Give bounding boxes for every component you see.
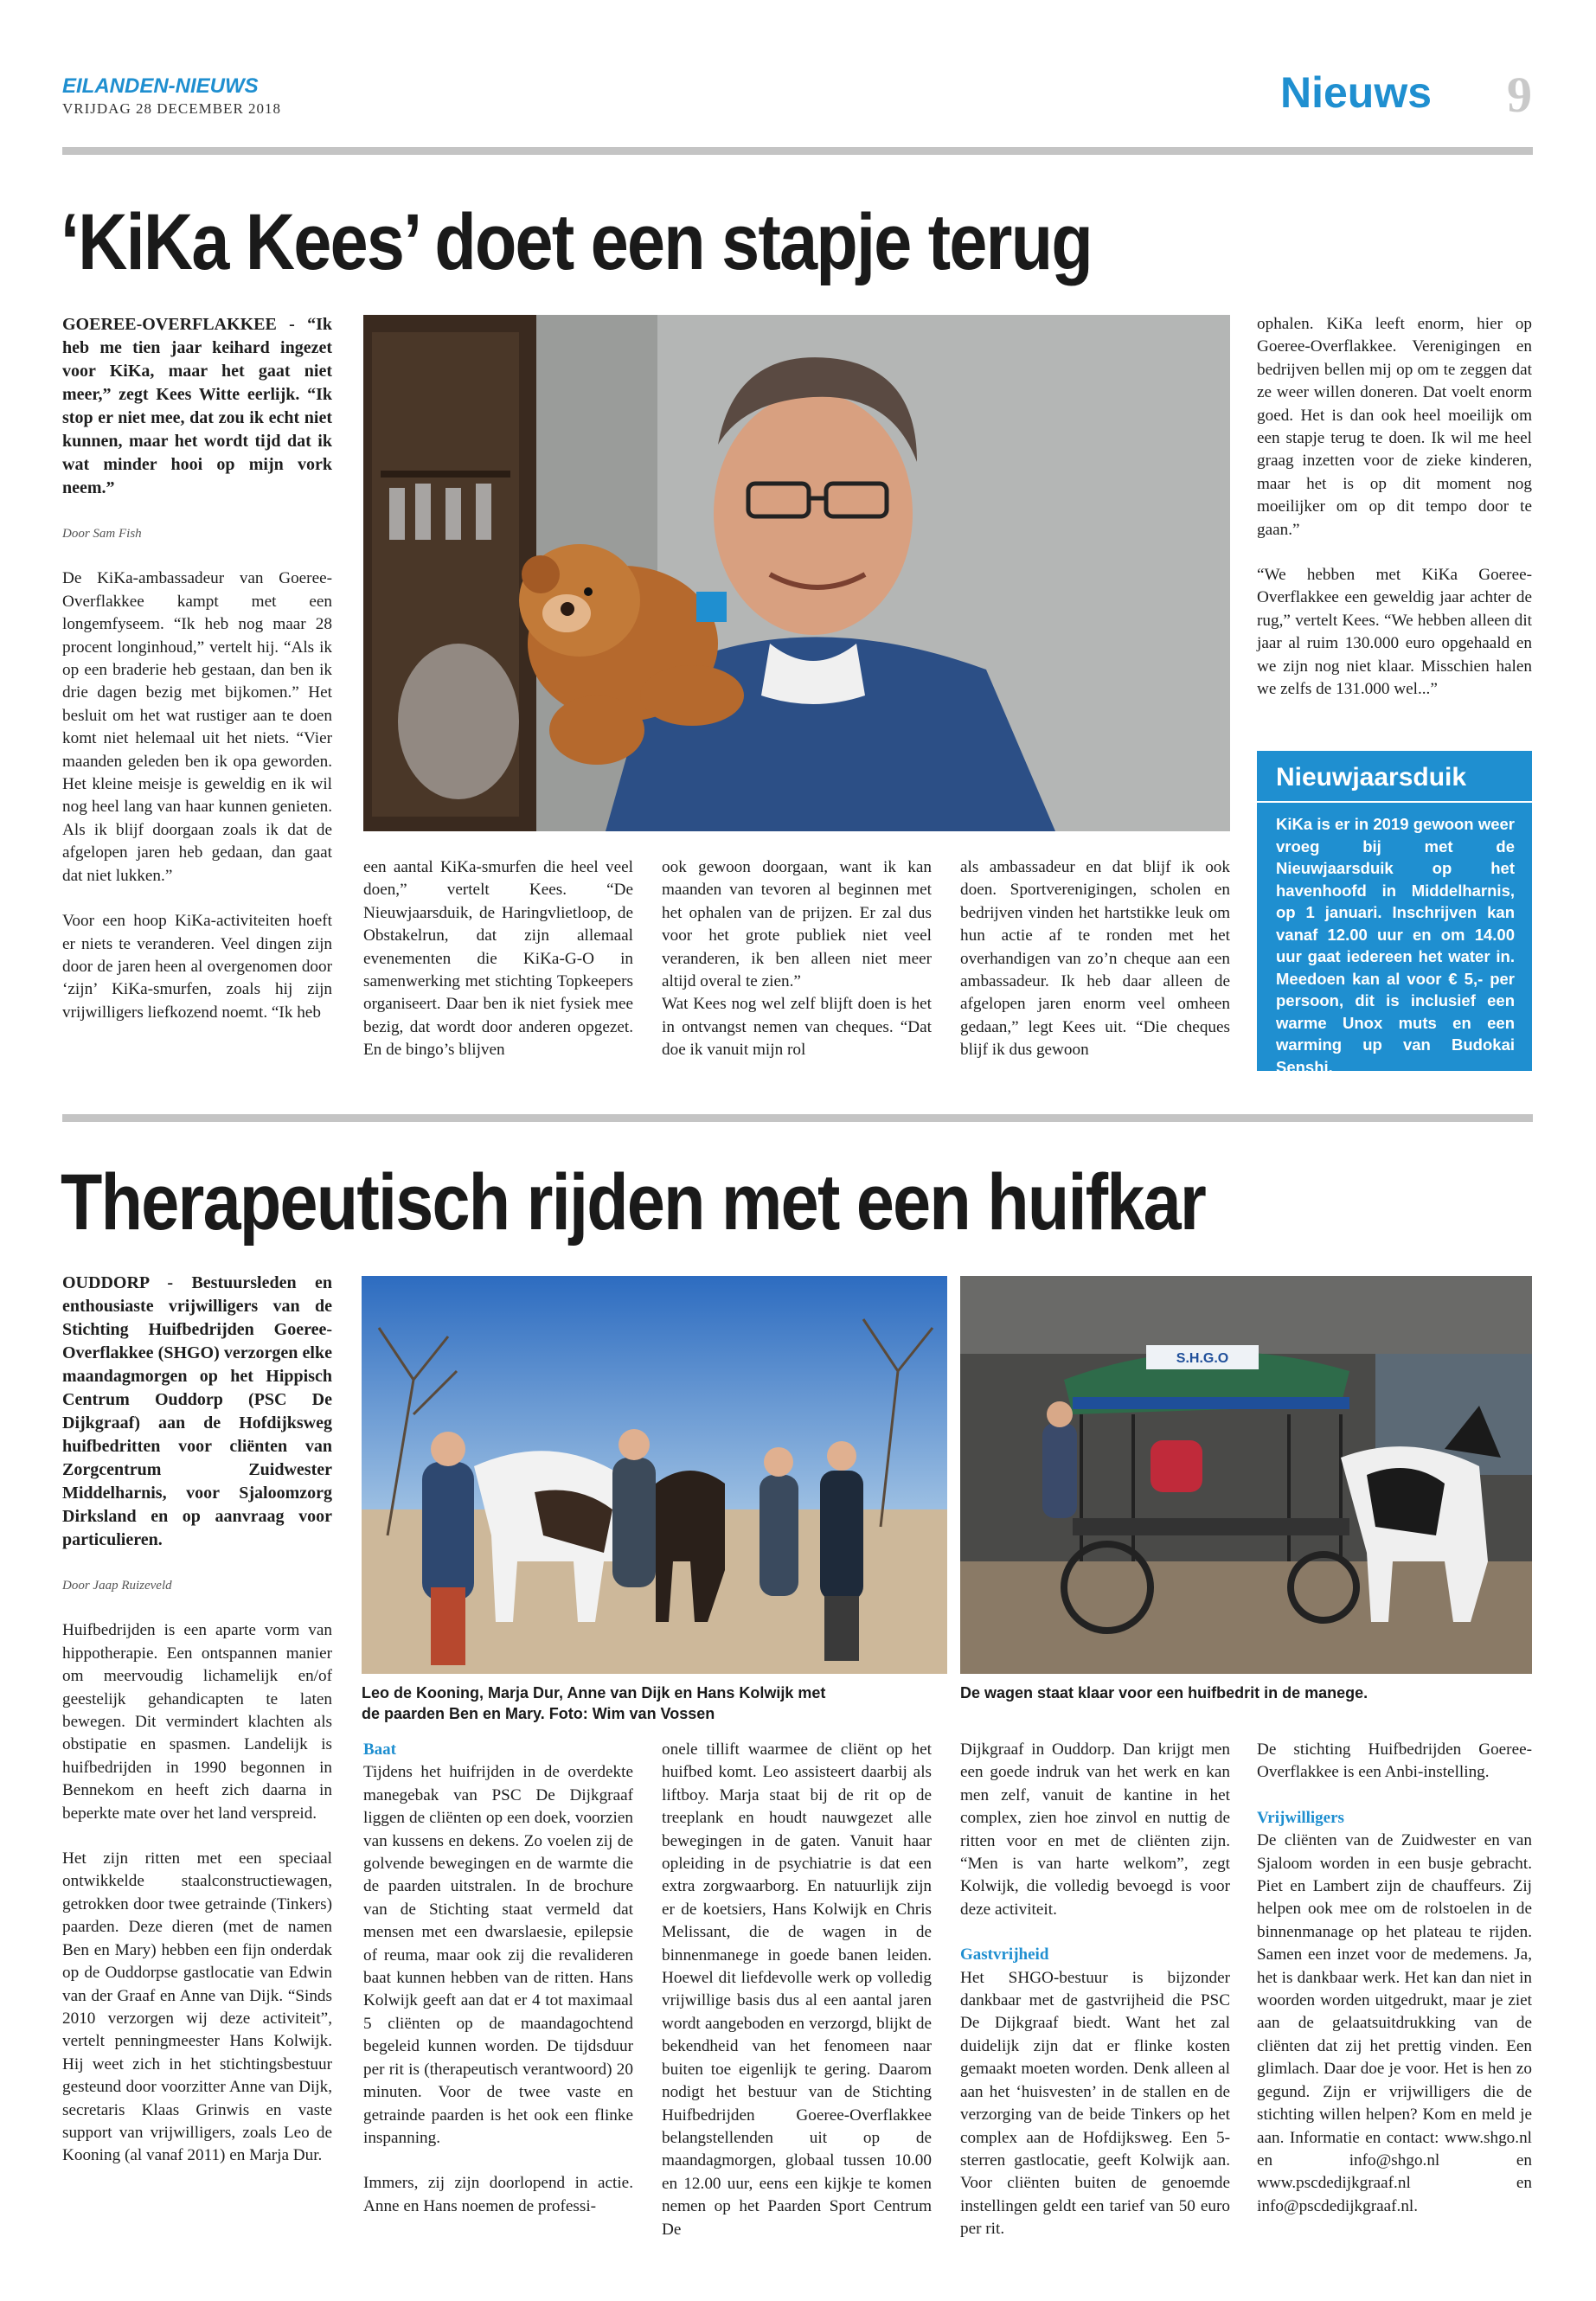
masthead-logo: EILANDEN-NIEUWS: [62, 74, 259, 98]
article1-column-5: [1257, 313, 1532, 724]
article2-headline: Therapeutisch rijden met een huifkar: [61, 1158, 1206, 1247]
article1-paragraph: als ambassadeur en dat blijf ik ook doen. Sportverenigingen, scholen en bedrijven vinden het hartstikke leuk om hun actie af te ronden met het overhandigen van zo’n cheque aan een ambassadeur. Ik heb daar alleen de afgelopen jaren enorm veel omheen gedaan,” legt Kees uit. “Die cheques blijf ik dus gewoon: [960, 858, 1230, 1060]
article2-column-1: [62, 1272, 332, 2190]
article2-column-4: [960, 1739, 1230, 2264]
horses-outdoor-photo: [362, 1276, 947, 1674]
article1-column-1: [62, 313, 332, 1047]
article2-paragraph: onele tillift waarmee de cliënt op het huifbed komt. Leo assisteert daarbij als liftboy. Marja staat bij de rit op de treeplank en houdt nauwgezet alle bewegingen in de gaten. Vanuit haar opleiding in de psychiatrie is dat een extra zorgwaarborg. En natuurlijk zijn er de koetsiers, Hans Kolwijk en Chris Melissant, die de wagen in de binnenmanege in goede banen leiden. Hoewel dit liefdevolle werk op volledig vrijwillige basis dus al een aantal jaren wordt aangeboden en verzorgd, blijkt de bekendheid van het fenomeen naar buiten toe eigenlijk te gering. Daarom nodigt het bestuur van de Stichting Huifbedrijden Goeree-Overflakkee belangstellenden uit op de maandagmorgen, globaal tussen 10.00 en 12.00 uur, eens een kijkje te komen nemen op het Paarden Sport Centrum De: [662, 1740, 932, 2239]
article-divider: [62, 1114, 1533, 1122]
article2-paragraph: Huifbedrijden is een aparte vorm van hippotherapie. Een ontspannen manier om meervoudig lichamelijk en/of geestelijk gehandicapten te laten bewegen. Dit vermindert klachten als obstipatie en spasmen. Landelijk is huifbedrijden in 1990 begonnen in Bennekom en heeft zich daarna in beperkte mate over het land verspreid.: [62, 1621, 332, 1823]
photo-illustration: [362, 1276, 947, 1674]
article2-paragraph: De cliënten van de Zuidwester en van Sjaloom worden in een busje gebracht. Piet en Lambert zijn de chauffeurs. Zij helpen ook mee om de rolstoelen in de binnenmanage op het plateau te rijden. Samen een inzet voor de medemens. Ja, het is dankbaar werk. Het kan dan niet in woorden worden uitgedrukt, maar je ziet aan de gelaatsuitdrukking van de cliënten dat zij het prettig vinden. Een glimlach. Daar doe je voor. Het is hen zo gegund. Zijn er vrijwilligers die de stichting willen helpen? Kom en meld je aan. Informatie en contact: www.shgo.nl en info@shgo.nl en www.pscdedijkgraaf.nl en info@pscdedijkgraaf.nl.: [1257, 1831, 1532, 2215]
subhead-vrijwilligers: Vrijwilligers: [1257, 1808, 1344, 1827]
article2-paragraph: Immers, zij zijn doorlopend in actie. Anne en Hans noemen de professi-: [363, 2174, 633, 2215]
article1-paragraph: Wat Kees nog wel zelf blijft doen is het in ontvangst nemen van cheques. “Dat doe ik vanuit mijn rol: [662, 995, 932, 1060]
article2-paragraph: Tijdens het huifrijden in de overdekte manegebak van PSC De Dijkgraaf liggen de cliënten op een doek, voorzien van kussens en dekens. Zo voelen zij de golvende bewegingen en de warmte die de paarden uitstralen. In de brochure van de Stichting staat vermeld dat mensen met een dwarslaesie, epilepsie of reuma, maar ook zij die revalideren baat kunnen hebben van de ritten. Hans Kolwijk geeft aan dat er 4 tot maximaal 5 cliënten op de maandagochtend begeleid kunnen worden. De tijdsduur per rit is (therapeutisch verantwoord) 20 minuten. Voor de twee vaste en getrainde paarden is het ook een flinke inspanning.: [363, 1763, 633, 2147]
wagon-sign-text: S.H.G.O: [1176, 1351, 1229, 1366]
page-number: 9: [1507, 67, 1532, 123]
article1-paragraph: ophalen. KiKa leeft enorm, hier op Goeree-Overflakkee. Verenigingen en bedrijven bellen mij op om te zeggen dat ze weer willen doneren. Dat voelt enorm goed. Het is dan ook heel moeilijk om een stapje terug te doen. Ik wil me heel graag inzetten voor de zieke kinderen, maar het is op dit moment nog moeilijker om op dit tempo door te gaan.”: [1257, 315, 1532, 539]
article1-paragraph: ook gewoon doorgaan, want ik kan maanden van tevoren al beginnen met het ophalen van de prijzen. Er zal dus voor het grote publiek niet veel veranderen, ik ben alleen niet meer altijd overal te zien.”: [662, 858, 932, 991]
article2-paragraph: Het zijn ritten met een speciaal ontwikkelde staalconstructiewagen, getrokken door twee getrainde (Tinkers) paarden. Deze dieren (met de namen Ben en Mary) hebben een fijn onderdak op de Ouddorpse gastlocatie van Edwin van der Graaf en Anne van Dijk. “Sinds 2010 verzorgen wij deze activiteit”, vertelt penningmeester Hans Kolwijk. Hij weet zich in het stichtingsbestuur gesteund door voorzitter Anne van Dijk, secretaris Klaas Grinwis en vaste support van vrijwilligers, zoals Leo de Kooning (al vanaf 2011) en Marja Dur.: [62, 1849, 332, 2165]
article1-paragraph: een aantal KiKa-smurfen die heel veel doen,” vertelt Kees. “De Nieuwjaarsduik, de Haringvlietloop, de Obstakelrun, dat zijn allemaal evenementen die KiKa-G-O in samenwerking met stichting Topkeepers organiseert. Daar ben ik niet fysiek mee bezig, dat wordt door anderen opgezet. En de bingo’s blijven: [363, 858, 633, 1060]
article2-paragraph: De stichting Huifbedrijden Goeree-Overflakkee is een Anbi-instelling.: [1257, 1740, 1532, 1782]
article2-column-5: [1257, 1739, 1532, 2240]
article1-paragraph: “We hebben met KiKa Goeree-Overflakkee een geweldig jaar achter de rug,” vertelt Kees. “We hebben alleen dit jaar al ruim 130.000 euro opgehaald en we zijn nog niet klaar. Misschien halen we zelfs de 131.000 wel...”: [1257, 566, 1532, 699]
article1-lead: GOEREE-OVERFLAKKEE - “Ik heb me tien jaar keihard ingezet voor KiKa, maar het gaat niet meer,” zegt Kees Witte eerlijk. “Ik stop er niet mee, dat zou ik echt niet kunnen, maar het wordt tijd dat ik wat minder hooi op mijn vork neem.”: [62, 315, 332, 497]
article2-column-2: [363, 1739, 633, 2240]
subhead-baat: Baat: [363, 1740, 396, 1759]
article2-paragraph: Het SHGO-bestuur is bijzonder dankbaar met de gastvrijheid die PSC De Dijkgraaf biedt. Want het zal duidelijk zijn dat er flinke kosten gemaakt moeten worden. Denk alleen al aan het ‘huisvesten’ in de stallen en de verzorging van de beide Tinkers op het complex aan de Hofdijksweg. Een 5-sterren gastlocatie, geeft Kolwijk aan. Voor cliënten buiten de genoemde instellingen geldt een tarief van 50 euro per rit.: [960, 1968, 1230, 2239]
box-divider: [1257, 801, 1532, 803]
photo2-caption: De wagen staat klaar voor een huifbedrit in de manege.: [960, 1684, 1368, 1702]
subhead-gastvrijheid: Gastvrijheid: [960, 1945, 1049, 1965]
photo-illustration: [960, 1276, 1532, 1674]
issue-date: VRIJDAG 28 DECEMBER 2018: [62, 100, 282, 117]
nieuwjaarsduik-box: [1257, 751, 1532, 1076]
box-text: KiKa is er in 2019 gewoon weer vroeg bij met de Nieuwjaarsduik op het havenhoofd in Middelharnis, op 1 januari. Inschrijven kan vanaf 12.00 uur en om 14.00 uur gaat iedereen het water in. Meedoen kan al voor € 5,- per persoon, dit is inclusief een warme Unox muts en een warming up van Budokai Senshi.: [1276, 815, 1515, 1076]
article2-paragraph: Dijkgraaf in Ouddorp. Dan krijgt men een goede indruk van het werk en kan men zelf, vanuit de kantine in het complex, zien hoe zinvol en nuttig de ritten voor en met de cliënten zijn. “Men is van harte welkom”, zegt Kolwijk, die volledig bevoegd is voor deze activiteit.: [960, 1740, 1230, 1919]
article1-paragraph: De KiKa-ambassadeur van Goeree-Overflakkee kampt met een longemfyseem. “Ik heb nog maar 28 procent longinhoud,” vertelt hij. “Als ik op een braderie heb gestaan, dan ben ik drie dagen bezig met bijkomen.” Het besluit om het wat rustiger aan te doen komt niet helemaal uit het niets. “Vier maanden geleden ben ik opa geworden. Het kleine meisje is geweldig en ik wil nog heel lang van haar kunnen genieten. Als ik blijf doorgaan zoals ik dat de afgelopen jaren heb gedaan, dan gaat dat niet lukken.”: [62, 569, 332, 885]
header-rule: [62, 147, 1533, 155]
huifkar-wagon-photo: [960, 1276, 1532, 1674]
section-title: Nieuws: [1280, 68, 1433, 117]
kees-witte-photo: [363, 315, 1230, 831]
article2-column-3: [662, 1739, 932, 2264]
article1-column-3: [662, 856, 932, 1085]
article2-lead: OUDDORP - Bestuursleden en enthousiaste vrijwilligers van de Stichting Huifbedrijden Goeree-Overflakkee (SHGO) verzorgen elke maandagmorgen op het Hippisch Centrum Ouddorp (PSC De Dijkgraaf) aan de Hofdijksweg huifbedritten voor cliënten van Zorgcentrum Zuidwester Middelharnis, voor Sjaloomzorg Dirksland en op aanvraag voor particulieren.: [62, 1273, 332, 1549]
article1-paragraph: Voor een hoop KiKa-activiteiten hoeft er niets te veranderen. Veel dingen zijn door de jaren heen al overgenomen door ‘zijn’ KiKa-smurfen, zoals hij zijn vrijwilligers liefkozend noemt. “Ik heb: [62, 912, 332, 1022]
article1-column-4: [960, 856, 1230, 1085]
photo-illustration: [363, 315, 1230, 831]
article2-byline: Door Jaap Ruizeveld: [62, 1579, 172, 1593]
article1-column-2: [363, 856, 633, 1085]
article1-byline: Door Sam Fish: [62, 527, 142, 541]
photo1-caption: Leo de Kooning, Marja Dur, Anne van Dijk en Hans Kolwijk met de paarden Ben en Mary. Foto: Wim van Vossen: [362, 1684, 826, 1722]
article1-headline: ‘KiKa Kees’ doet een stapje terug: [61, 198, 1092, 286]
box-title: Nieuwjaarsduik: [1276, 763, 1467, 792]
